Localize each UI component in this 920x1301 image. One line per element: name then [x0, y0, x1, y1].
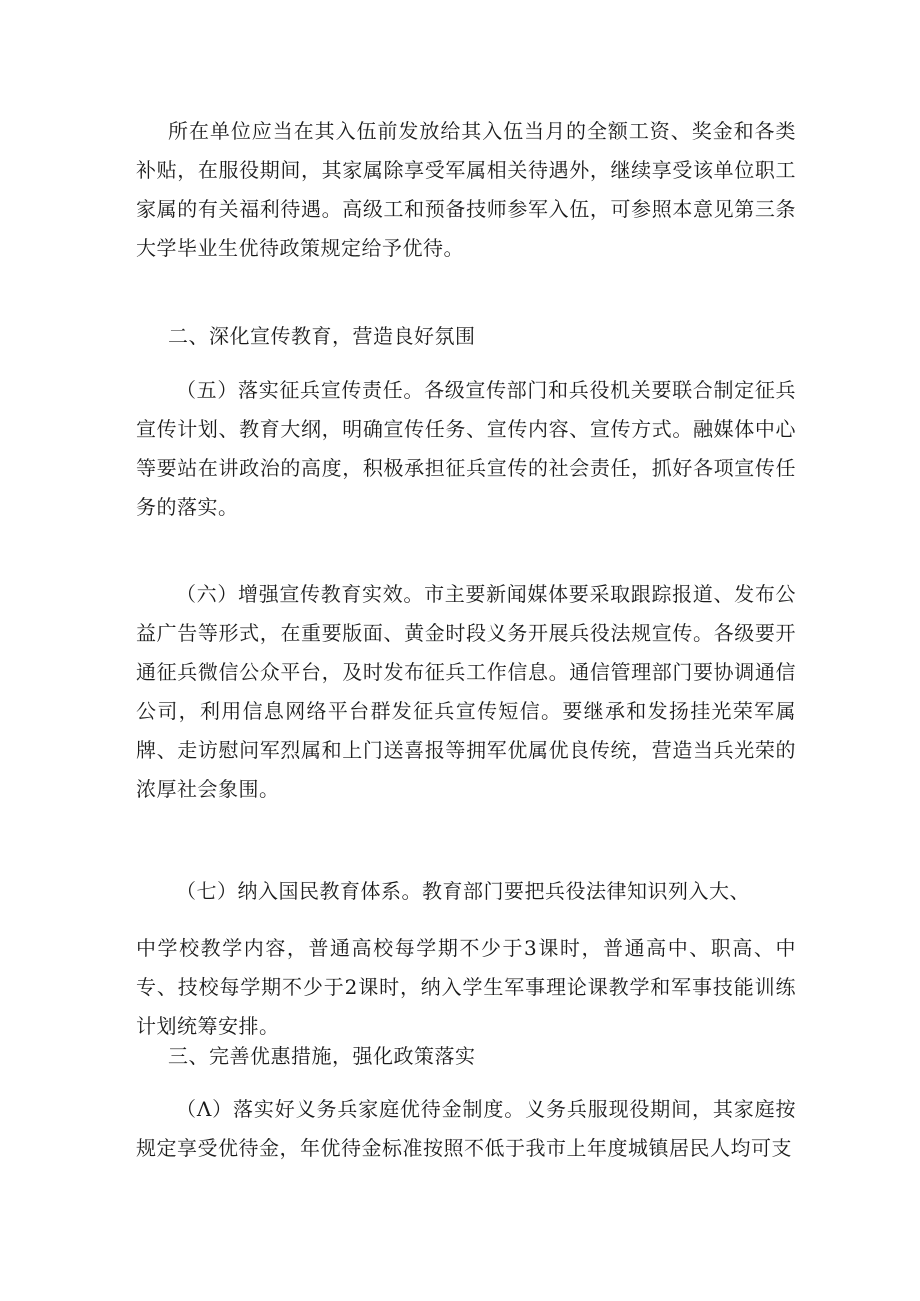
paragraph-item-5: （五）落实征兵宣传责任。各级宣传部门和兵役机关要联合制定征兵宣传计划、教育大纲，明确宣传任务、宣传内容、宣传方式。融媒体中心等要站在讲政治的高度，积极承担征兵宣传的社会责任，抓好各项宣传任务的落实。: [136, 378, 796, 519]
paragraph-item-7-first-line: （七）纳入国民教育体系。教育部门要把兵役法律知识列入大、: [176, 879, 750, 903]
paragraph-item-7-continuation: 中学校教学内容，普通高校每学期不少于3课时，普通高中、职高、中专、技校每学期不少于2课时，纳入学生军事理论课教学和军事技能训练计划统筹安排。: [136, 936, 796, 1038]
paragraph-item-6: （六）增强宣传教育实效。市主要新闻媒体要采取跟踪报道、发布公益广告等形式，在重要版面、黄金时段义务开展兵役法规宣传。各级要开通征兵微信公众平台，及时发布征兵工作信息。通信管理部门要协调通信公司，利用信息网络平台群发征兵宣传短信。要继承和发扬挂光荣军属牌、走访慰问军烈属和上门送喜报等拥军优属优良传统，营造当兵光荣的浓厚社会象围。: [136, 582, 796, 801]
paragraph-item-8: （Λ）落实好义务兵家庭优待金制度。义务兵服现役期间，其家庭按规定享受优待金，年优待金标准按照不低于我市上年度城镇居民人均可支: [136, 1097, 796, 1160]
section-heading-3: 三、完善优惠措施，强化政策落实: [168, 1044, 476, 1068]
section-heading-2: 二、深化宣传教育，营造良好氛围: [168, 324, 476, 348]
paragraph-benefits-continuation: 所在单位应当在其入伍前发放给其入伍当月的全额工资、奖金和各类补贴，在服役期间，其家属除享受军属相关待遇外，继续享受该单位职工家属的有关福利待遇。高级工和预备技师参军入伍，可参照本意见第三条大学毕业生优待政策规定给予优待。: [136, 119, 796, 260]
